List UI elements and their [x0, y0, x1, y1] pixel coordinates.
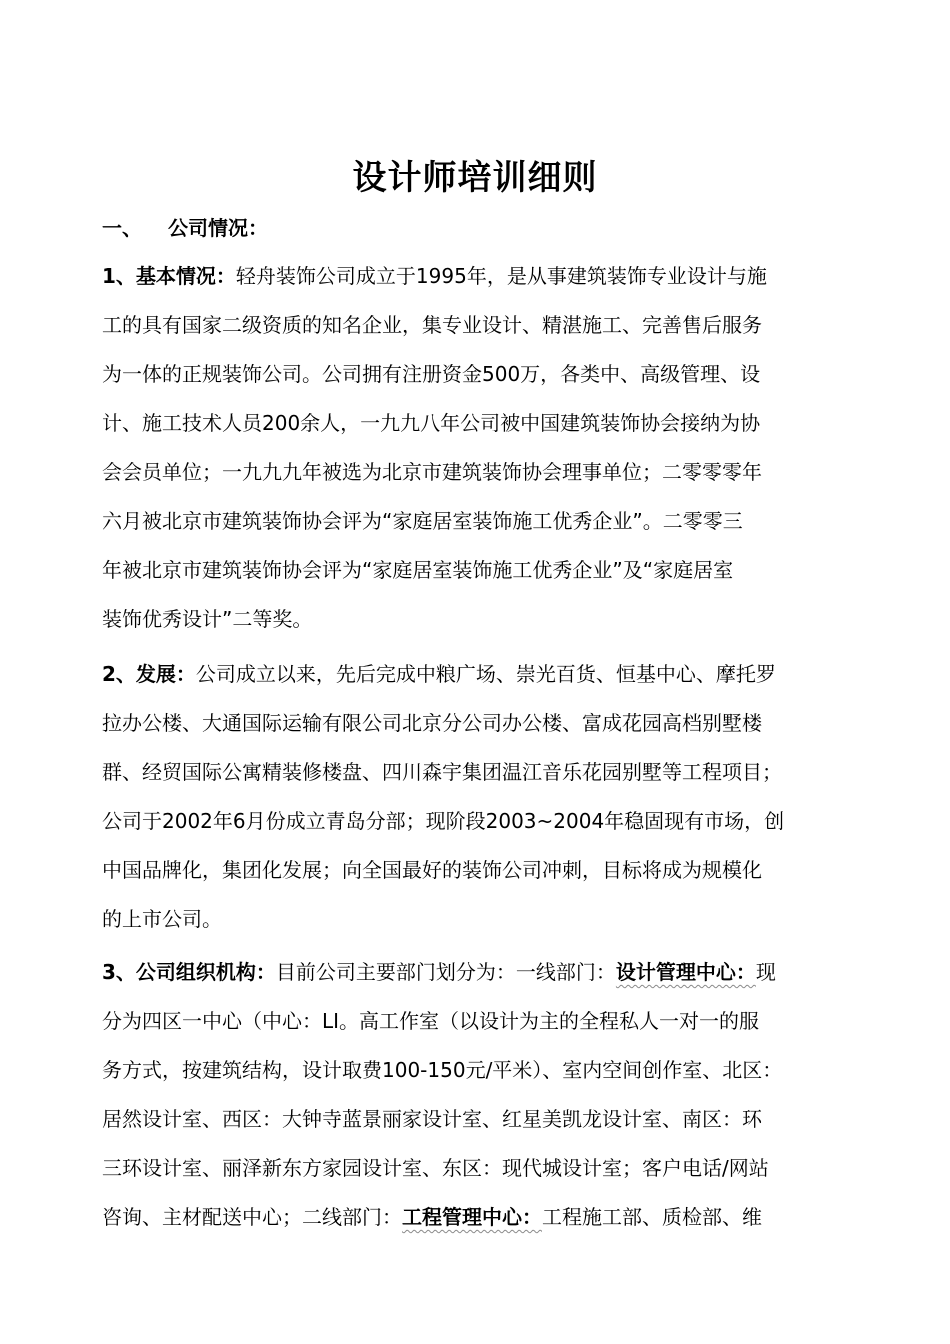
paragraph-basic-label: 1、基本情况： — [102, 264, 236, 288]
paragraph-organization-line-6 — [102, 1201, 762, 1233]
paragraph-development-line-3: 群、经贸国际公寓精装修楼盘、四川森宇集团温江音乐花园别墅等工程项目； — [102, 760, 782, 784]
section-heading-company — [102, 212, 268, 244]
paragraph-organization-line-3: 务方式，按建筑结构，设计取费100-150元/平米）、室内空间创作室、北区： — [102, 1058, 783, 1082]
paragraph-organization-line-2: 分为四区一中心（中心：LI。高工作室（以设计为主的全程私人一对一的服 — [102, 1009, 760, 1033]
paragraph-basic-line-2: 工的具有国家二级资质的知名企业，集专业设计、精湛施工、完善售后服务 — [102, 313, 762, 337]
paragraph-development-label: 2、发展： — [102, 662, 196, 686]
design-center-emphasis: 设计管理中心： — [615, 960, 756, 984]
paragraph-basic-line-5: 会会员单位；一九九九年被选为北京市建筑装饰协会理事单位；二零零零年 — [102, 460, 762, 484]
paragraph-organization-label: 3、公司组织机构： — [102, 960, 276, 984]
paragraph-development-line-1 — [102, 658, 776, 690]
paragraph-basic-line-8: 装饰优秀设计”二等奖。 — [102, 607, 313, 631]
paragraph-development-line-4: 公司于2002年6月份成立青岛分部；现阶段2003~2004年稳固现有市场，创 — [102, 809, 785, 833]
paragraph-basic-line-6: 六月被北京市建筑装饰协会评为“家庭居室装饰施工优秀企业”。二零零三 — [102, 509, 743, 533]
paragraph-text: 轻舟装饰公司成立于1995年，是从事建筑装饰专业设计与施 — [235, 264, 767, 288]
engineering-center-emphasis: 工程管理中心： — [402, 1205, 542, 1229]
paragraph-text: 现 — [755, 960, 776, 984]
paragraph-basic-line-7: 年被北京市建筑装饰协会评为“家庭居室装饰施工优秀企业”及“家庭居室 — [102, 558, 734, 582]
paragraph-organization-line-1 — [102, 956, 776, 988]
paragraph-text: 目前公司主要部门划分为：一线部门： — [275, 960, 616, 984]
paragraph-development-line-2: 拉办公楼、大通国际运输有限公司北京分公司办公楼、富成花园高档别墅楼 — [102, 711, 762, 735]
paragraph-development-line-6: 的上市公司。 — [102, 907, 222, 931]
page-title: 设计师培训细则 — [352, 158, 598, 198]
paragraph-text: 工程施工部、质检部、维 — [542, 1205, 762, 1229]
paragraph-basic-line-3: 为一体的正规装饰公司。公司拥有注册资金500万，各类中、高级管理、设 — [102, 362, 761, 386]
paragraph-organization-line-4: 居然设计室、西区：大钟寺蓝景丽家设计室、红星美凯龙设计室、南区：环 — [102, 1107, 762, 1131]
paragraph-development-line-5: 中国品牌化，集团化发展；向全国最好的装饰公司冲刺，目标将成为规模化 — [102, 858, 762, 882]
section-number: 一、 — [102, 216, 142, 240]
paragraph-text: 公司成立以来，先后完成中粮广场、崇光百货、恒基中心、摩托罗 — [195, 662, 776, 686]
section-label: 公司情况： — [168, 216, 268, 240]
paragraph-text: 咨询、主材配送中心；二线部门： — [102, 1205, 402, 1229]
paragraph-basic-line-1 — [102, 260, 767, 292]
paragraph-organization-line-5: 三环设计室、丽泽新东方家园设计室、东区：现代城设计室；客户电话/网站 — [102, 1156, 769, 1180]
paragraph-basic-line-4: 计、施工技术人员200余人，一九九八年公司被中国建筑装饰协会接纳为协 — [102, 411, 761, 435]
